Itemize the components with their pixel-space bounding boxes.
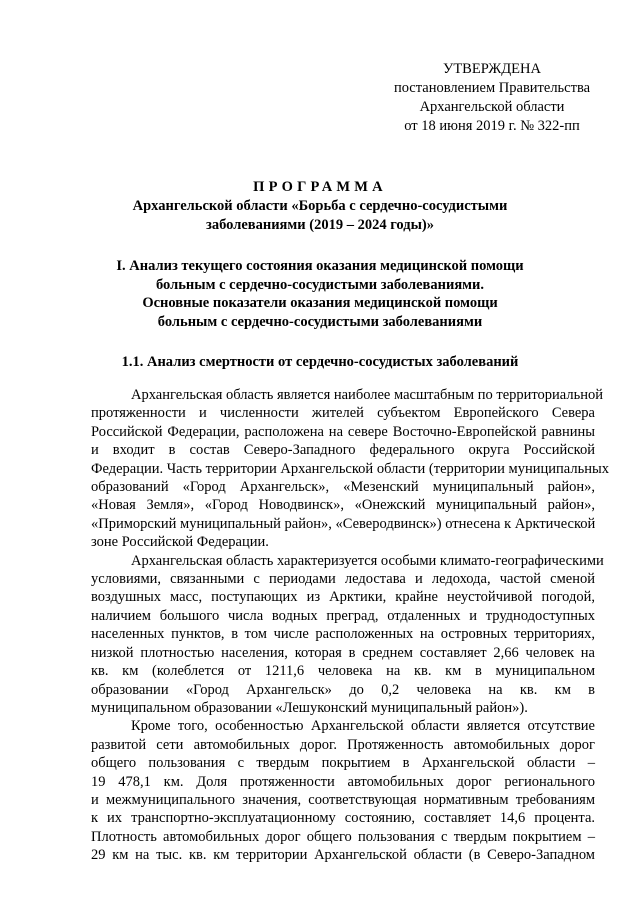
text-line: и входит в состав Северо-Западного федерального округа Российской (91, 442, 595, 459)
paragraph (91, 552, 604, 718)
text-line: Российской Федерации, расположена на севере Восточно-Европейской равнины (91, 423, 595, 440)
text-line: Архангельская область характеризуется особыми климато-географическими (131, 552, 604, 569)
text-line: муниципальном образовании «Лешуконский муниципальный район»). (91, 699, 528, 716)
text-line: образований «Город Архангельск», «Мезенский муниципальный район», (91, 479, 595, 496)
program-title-line: заболеваниями (2019 – 2024 годы)» (206, 217, 434, 233)
text-line: общего пользования с твердым покрытием в Архангельской области – (91, 755, 595, 772)
program-title-line: Архангельской области «Борьба с сердечно-сосудистыми (132, 198, 508, 214)
text-line: протяженности и численности жителей субъектом Европейского Севера (91, 405, 595, 422)
text-line: 19 478,1 км. Доля протяженности автомобильных дорог регионального (91, 773, 595, 790)
section-heading (72, 257, 568, 331)
approval-line: постановлением Правительства (393, 80, 591, 96)
text-line: Архангельская область является наиболее масштабным по территориальной (131, 387, 603, 403)
subsection-heading: 1.1. Анализ смертности от сердечно-сосудистых заболеваний (121, 354, 519, 370)
text-line: кв. км (колеблется от 1211,6 человека на кв. км в муниципальном (91, 663, 595, 680)
text-line: Кроме того, особенностью Архангельской области является отсутствие (131, 718, 595, 735)
approval-line: Архангельской области (419, 99, 565, 115)
text-line: низкой плотностью населения, которая в среднем составляет 2,66 человек на (91, 644, 595, 661)
program-word: ПРОГРАММА (253, 179, 387, 195)
approval-date-line: от 18 июня 2019 г. № 322-пп (404, 118, 580, 134)
text-line: Федерации. Часть территории Архангельской области (территории муниципальных (91, 460, 609, 477)
program-heading (92, 178, 548, 235)
body-text (91, 386, 609, 865)
approval-stamp (372, 60, 612, 136)
text-line: Плотность автомобильных дорог общего пользования с твердым покрытием – (91, 828, 595, 845)
text-line: населенных пунктов, в том числе расположенных на островных территориях, (91, 626, 595, 643)
text-line: и межмуниципального значения, соответствующая нормативным требованиям (91, 791, 595, 808)
text-line: наличием большого числа водных преград, отдаленных и труднодоступных (91, 607, 595, 624)
section-heading-line: больным с сердечно-сосудистыми заболеваниями (157, 313, 483, 330)
text-line: 29 км на тыс. кв. км территории Архангельской области (в Северо-Западном (91, 847, 595, 864)
text-line: к их транспортно-эксплуатационному состоянию, составляет 14,6 процента. (91, 810, 595, 827)
text-line: зоне Российской Федерации. (91, 534, 269, 551)
text-line: условиями, связанными с периодами ледостава и ледохода, частой сменой (91, 571, 595, 588)
paragraph (91, 386, 609, 552)
text-line: воздушных масс, поступающих из Арктики, крайне неустойчивой погодой, (91, 589, 595, 606)
text-line: образовании «Город Архангельск» до 0,2 человека на кв. км в (91, 681, 595, 698)
section-heading-line: Основные показатели оказания медицинской помощи (142, 295, 498, 311)
text-line: «Новая Земля», «Город Новодвинск», «Онежский муниципальный район», (91, 497, 595, 514)
section-heading-line: I. Анализ текущего состояния оказания медицинской помощи (116, 258, 524, 274)
section-heading-line: больным с сердечно-сосудистыми заболеваниями. (155, 276, 485, 293)
text-line: развитой сети автомобильных дорог. Протяженность автомобильных дорог (91, 736, 595, 753)
approval-title: УТВЕРЖДЕНА (443, 61, 541, 77)
text-line: «Приморский муниципальный район», «Северодвинск») отнесена к Арктической (91, 515, 596, 532)
paragraph (91, 717, 595, 864)
